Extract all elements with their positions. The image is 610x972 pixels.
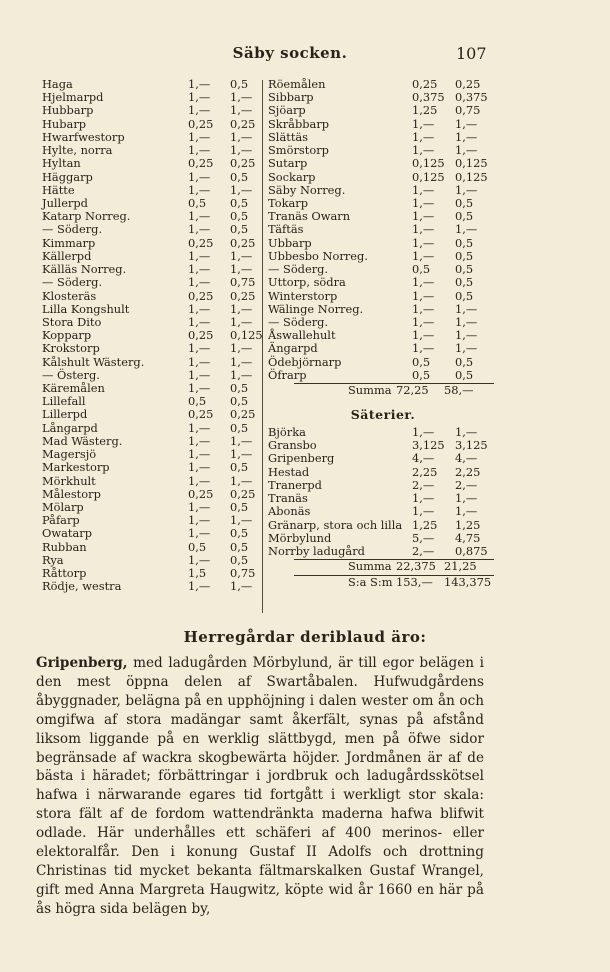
mantal-value: 1,— — [412, 491, 435, 506]
mantal-value: 0,5 — [412, 354, 431, 369]
mantal-value: 1,— — [188, 354, 211, 369]
table-row — [268, 369, 498, 382]
table-row — [268, 184, 498, 197]
skatt-value: 1,— — [230, 513, 253, 528]
place-name: — Österg. — [42, 367, 100, 382]
mantal-value: 1,— — [188, 222, 211, 237]
skatt-value: 0,5 — [230, 195, 249, 210]
place-name: Smörstorp — [268, 143, 329, 158]
mantal-value: 0,25 — [188, 235, 214, 250]
skatt-value: 0,25 — [230, 407, 256, 422]
table-row — [42, 184, 262, 197]
mantal-value: 1,25 — [412, 103, 438, 118]
skatt-value: 1,— — [230, 248, 253, 263]
place-name: Hätte — [42, 182, 75, 197]
mantal-value: 0,25 — [188, 407, 214, 422]
place-name: Tokarp — [268, 195, 308, 210]
skatt-value: 0,5 — [230, 526, 249, 541]
skatt-value: 1,— — [230, 433, 253, 448]
mantal-value: 0,25 — [188, 288, 214, 303]
total-row — [268, 576, 498, 590]
skatt-value: 0,5 — [455, 248, 474, 263]
table-row — [42, 356, 262, 369]
skatt-value: 1,— — [455, 129, 478, 144]
place-name: Stora Dito — [42, 314, 102, 329]
skatt-value: 0,5 — [455, 354, 474, 369]
skatt-value: 0,5 — [230, 169, 249, 184]
skatt-value: 0,75 — [230, 275, 256, 290]
skatt-value: 0,5 — [230, 500, 249, 514]
skatt-value: 1,— — [230, 447, 253, 462]
paragraph-text: med ladugården Mörbylund, är till egor belägen i den mest öppna delen af Swartåbalen. Hufwudgårdens åbyggnader, belägna på en upphöjning i dalen wester om ån och omgifwa af stora madängar samt åkerfält, synas på afstånd liksom liggande på en werklig slättbygd, men på öfwe sidor begränsade af wackra skogbewärta höjder. Jordmånen är af de bästa i häradet; förbättringar i jordbruk och ladugårdsskötsel hafwa i närwarande egares tid fortgått i werkligt stor skala: stora fält af de fordom wattendränkta maderna hafwa blifwit odlade. Här underhålles ett schäferi af 400 merinos- eller elektoralfår. Den i konung Gustaf II Adolfs och drottning Christinas tid mycket bekanta fältmarskalken Gustaf Wrangel, gift med Anna Margreta Haugwitz, köpte wid år 1660 en här på ås högra sida belägen by, — [36, 655, 484, 917]
table-row — [268, 237, 498, 250]
table-row — [42, 461, 262, 474]
mantal-value: 1,5 — [188, 566, 207, 581]
place-name: Långarpd — [42, 420, 98, 435]
mantal-value: 1,— — [188, 275, 211, 290]
place-name: Målestorp — [42, 486, 101, 501]
mantal-value: 1,25 — [412, 517, 438, 532]
table-row — [268, 118, 498, 131]
left-column-list — [42, 78, 262, 594]
mantal-value: 1,— — [188, 433, 211, 448]
table-row — [268, 356, 498, 369]
skatt-value: 0,5 — [230, 420, 249, 435]
place-name: Krokstorp — [42, 341, 100, 356]
skatt-value: 1,25 — [455, 517, 481, 532]
skatt-value: 1,— — [455, 143, 478, 158]
place-name: Winterstorp — [268, 288, 338, 303]
table-row — [42, 527, 262, 540]
mantal-value: 1,— — [412, 209, 435, 224]
skatt-value: 0,5 — [230, 222, 249, 237]
mantal-value: 0,5 — [188, 539, 207, 554]
mantal-value: 1,— — [188, 248, 211, 263]
table-row — [42, 118, 262, 131]
place-name: Källerpd — [42, 248, 92, 263]
place-name: Magersjö — [42, 447, 97, 462]
skatt-value: 1,— — [455, 301, 478, 316]
place-name: Hestad — [268, 464, 310, 479]
table-row — [42, 157, 262, 170]
mantal-value: 0,5 — [412, 367, 431, 382]
summa2-value-1: 22,375 — [396, 559, 436, 574]
skatt-value: 0,5 — [455, 275, 474, 290]
place-name: Uttorp, södra — [268, 275, 346, 290]
summa-value-2: 58,— — [444, 383, 474, 398]
place-name: Markestorp — [42, 460, 110, 475]
table-row — [268, 290, 498, 303]
place-name: Hylte, norra — [42, 143, 113, 158]
place-name: Mölarp — [42, 500, 84, 514]
mantal-value: 1,— — [188, 341, 211, 356]
skatt-value: 0,5 — [455, 262, 474, 277]
skatt-value: 0,5 — [230, 460, 249, 475]
summa-row — [268, 384, 498, 398]
mantal-value: 1,— — [188, 90, 211, 105]
place-name: Påfarp — [42, 513, 80, 528]
table-row — [268, 466, 498, 479]
skatt-value: 0,125 — [455, 169, 488, 184]
table-row — [42, 223, 262, 236]
running-title: Säby socken. — [232, 44, 348, 62]
sateri-heading: Säterier. — [350, 407, 416, 423]
table-row — [268, 545, 498, 558]
place-name: Häggarp — [42, 169, 93, 184]
mantal-value: 1,— — [188, 473, 211, 488]
skatt-value: 1,— — [455, 491, 478, 506]
place-name: Mad Wästerg. — [42, 433, 123, 448]
skatt-value: 0,125 — [455, 156, 488, 171]
mantal-value: 1,— — [188, 513, 211, 528]
place-name: Abonäs — [268, 504, 311, 519]
summa2-value-2: 21,25 — [444, 559, 477, 574]
skatt-value: 1,— — [230, 314, 253, 329]
skatt-value: 0,5 — [455, 195, 474, 210]
skatt-value: 1,— — [230, 143, 253, 158]
village-rows — [268, 78, 498, 382]
total-value-1: 153,— — [396, 575, 433, 590]
skatt-value: 4,75 — [455, 530, 481, 545]
table-row — [42, 290, 262, 303]
table-row — [268, 519, 498, 532]
skatt-value: 1,— — [230, 473, 253, 488]
place-name: Hjelmarpd — [42, 90, 104, 105]
mantal-value: 1,— — [412, 288, 435, 303]
skatt-value: 1,— — [230, 579, 253, 594]
mantal-value: 1,— — [188, 367, 211, 382]
table-row — [42, 276, 262, 289]
place-name: Wälinge Norreg. — [268, 301, 364, 316]
place-name: Ödebjörnarp — [268, 354, 342, 369]
skatt-value: 1,— — [230, 301, 253, 316]
place-name: Mörbylund — [268, 530, 332, 545]
skatt-value: 2,— — [455, 477, 478, 492]
place-name: Sutarp — [268, 156, 308, 171]
place-name: Lillerpd — [42, 407, 88, 422]
mantal-value: 0,25 — [188, 328, 214, 343]
place-name: Owatarp — [42, 526, 92, 541]
table-row — [42, 580, 262, 593]
place-name: Käremålen — [42, 381, 105, 396]
place-name: Sibbarp — [268, 90, 314, 105]
mantal-value: 1,— — [188, 301, 211, 316]
mantal-value: 1,— — [412, 248, 435, 263]
place-name: Hubarp — [42, 116, 87, 131]
place-name: Tranerpd — [268, 477, 322, 492]
mantal-value: 3,125 — [412, 438, 445, 453]
mantal-value: 0,5 — [188, 394, 207, 409]
place-name: Åswallehult — [268, 328, 336, 343]
place-name: Hubbarp — [42, 103, 94, 118]
skatt-value: 0,5 — [455, 209, 474, 224]
mantal-value: 1,— — [412, 341, 435, 356]
place-name: Gripenberg — [268, 451, 335, 466]
mantal-value: 2,— — [412, 477, 435, 492]
skatt-value: 1,— — [455, 116, 478, 131]
skatt-value: 1,— — [455, 425, 478, 440]
skatt-value: 0,5 — [230, 77, 249, 91]
skatt-value: 0,5 — [230, 394, 249, 409]
mantal-value: 1,— — [188, 447, 211, 462]
place-name: Lillefall — [42, 394, 86, 409]
paragraph-lead: Gripenberg, — [36, 655, 128, 671]
total-label: S:a S:m — [348, 575, 393, 590]
place-name: Ubbarp — [268, 235, 312, 250]
place-name: Gränarp, stora och lilla — [268, 517, 403, 532]
mantal-value: 5,— — [412, 530, 435, 545]
place-name: Skråbbarp — [268, 116, 330, 131]
skatt-value: 0,25 — [230, 486, 256, 501]
table-row — [42, 171, 262, 184]
skatt-value: 0,5 — [455, 288, 474, 303]
place-name: Björka — [268, 425, 306, 440]
section-heading: Herregårdar deriblaud äro: — [183, 628, 427, 646]
place-name: Röemålen — [268, 77, 326, 91]
place-name: — Söderg. — [42, 222, 103, 237]
table-row — [268, 104, 498, 117]
skatt-value: 1,— — [230, 262, 253, 277]
place-name: Råttorp — [42, 566, 87, 581]
table-row — [42, 541, 262, 554]
mantal-value: 1,— — [412, 116, 435, 131]
skatt-value: 1,— — [230, 90, 253, 105]
table-row — [268, 342, 498, 355]
place-name: Säby Norreg. — [268, 182, 346, 197]
skatt-value: 1,— — [455, 314, 478, 329]
place-name: Katarp Norreg. — [42, 209, 131, 224]
skatt-value: 1,— — [230, 103, 253, 118]
table-row — [42, 104, 262, 117]
skatt-value: 1,— — [455, 182, 478, 197]
place-name: Gransbo — [268, 438, 317, 453]
mantal-value: 1,— — [412, 314, 435, 329]
place-name: Hwarfwestorp — [42, 129, 125, 144]
table-row — [42, 408, 262, 421]
skatt-value: 1,— — [230, 367, 253, 382]
skatt-value: 0,375 — [455, 90, 488, 105]
table-row — [42, 342, 262, 355]
mantal-value: 1,— — [188, 182, 211, 197]
mantal-value: 2,— — [412, 544, 435, 558]
summa-value-1: 72,25 — [396, 383, 429, 398]
table-row — [268, 171, 498, 184]
mantal-value: 2,25 — [412, 464, 438, 479]
mantal-value: 1,— — [188, 143, 211, 158]
skatt-value: 0,5 — [230, 209, 249, 224]
summa2-label: Summa — [348, 559, 392, 574]
mantal-value: 1,— — [412, 195, 435, 210]
place-name: Ängarpd — [268, 341, 318, 356]
skatt-value: 0,25 — [230, 156, 256, 171]
skatt-value: 0,75 — [455, 103, 481, 118]
place-name: Sockarp — [268, 169, 316, 184]
mantal-value: 1,— — [412, 182, 435, 197]
mantal-value: 0,125 — [412, 169, 445, 184]
body-paragraph — [36, 654, 484, 919]
skatt-value: 0,25 — [455, 77, 481, 91]
mantal-value: 1,— — [188, 579, 211, 594]
place-name: Tranäs Owarn — [268, 209, 351, 224]
skatt-value: 0,5 — [230, 381, 249, 396]
page-number: 107 — [456, 44, 487, 63]
mantal-value: 0,5 — [412, 262, 431, 277]
skatt-value: 2,25 — [455, 464, 481, 479]
mantal-value: 1,— — [188, 526, 211, 541]
table-row — [268, 505, 498, 518]
place-name: Slättäs — [268, 129, 309, 144]
table-row — [42, 475, 262, 488]
mantal-value: 1,— — [188, 552, 211, 567]
place-name: Mörkhult — [42, 473, 96, 488]
table-row — [42, 237, 262, 250]
mantal-value: 0,25 — [188, 156, 214, 171]
place-name: Kimmarp — [42, 235, 96, 250]
place-name: Lilla Kongshult — [42, 301, 130, 316]
mantal-value: 1,— — [188, 460, 211, 475]
place-name: Jullerpd — [42, 195, 88, 210]
skatt-value: 0,5 — [230, 539, 249, 554]
mantal-value: 1,— — [412, 222, 435, 237]
place-name: Öfrarp — [268, 367, 307, 382]
skatt-value: 0,5 — [455, 235, 474, 250]
mantal-value: 0,25 — [412, 77, 438, 91]
skatt-value: 1,— — [230, 354, 253, 369]
place-name: Klosteräs — [42, 288, 97, 303]
skatt-value: 3,125 — [455, 438, 488, 453]
place-name: Källäs Norreg. — [42, 262, 127, 277]
summa2-row — [268, 560, 498, 574]
table-row — [42, 303, 262, 316]
page-header — [0, 44, 610, 68]
place-name: Täftäs — [268, 222, 304, 237]
mantal-value: 1,— — [412, 301, 435, 316]
mantal-value: 1,— — [412, 504, 435, 519]
mantal-value: 1,— — [188, 77, 211, 91]
place-name: Rubban — [42, 539, 87, 554]
place-name: Haga — [42, 77, 73, 91]
place-name: — Söderg. — [42, 275, 103, 290]
table-row — [268, 276, 498, 289]
mantal-value: 1,— — [188, 103, 211, 118]
mantal-value: 1,— — [412, 275, 435, 290]
table-row — [42, 422, 262, 435]
skatt-value: 0,25 — [230, 116, 256, 131]
mantal-value: 1,— — [412, 328, 435, 343]
skatt-value: 0,5 — [230, 552, 249, 567]
mantal-value: 0,25 — [188, 486, 214, 501]
mantal-value: 1,— — [412, 129, 435, 144]
mantal-value: 1,— — [188, 169, 211, 184]
skatt-value: 0,875 — [455, 544, 488, 558]
mantal-value: 1,— — [188, 129, 211, 144]
skatt-value: 1,— — [455, 328, 478, 343]
place-name: — Söderg. — [268, 262, 329, 277]
place-name: Tranäs — [268, 491, 308, 506]
skatt-value: 0,75 — [230, 566, 256, 581]
mantal-value: 1,— — [412, 425, 435, 440]
summa-label: Summa — [348, 383, 392, 398]
skatt-value: 1,— — [455, 341, 478, 356]
skatt-value: 0,25 — [230, 288, 256, 303]
place-name: Rödje, westra — [42, 579, 122, 594]
skatt-value: 1,— — [230, 341, 253, 356]
mantal-value: 4,— — [412, 451, 435, 466]
place-name: Sjöarp — [268, 103, 306, 118]
table-row — [268, 157, 498, 170]
place-name: Kopparp — [42, 328, 92, 343]
skatt-value: 1,— — [230, 129, 253, 144]
mantal-value: 1,— — [412, 235, 435, 250]
total-value-2: 143,375 — [444, 575, 492, 590]
place-name: Ubbesbo Norreg. — [268, 248, 368, 263]
place-name: — Söderg. — [268, 314, 329, 329]
mantal-value: 0,5 — [188, 195, 207, 210]
skatt-value: 0,5 — [455, 367, 474, 382]
table-row — [268, 223, 498, 236]
mantal-value: 1,— — [188, 381, 211, 396]
table-row — [268, 303, 498, 316]
mantal-value: 0,375 — [412, 90, 445, 105]
skatt-value: 1,— — [455, 504, 478, 519]
place-name: Hyltan — [42, 156, 81, 171]
skatt-value: 4,— — [455, 451, 478, 466]
mantal-value: 0,25 — [188, 116, 214, 131]
mantal-value: 0,125 — [412, 156, 445, 171]
place-name: Rya — [42, 552, 64, 567]
right-column-list — [268, 78, 498, 590]
mantal-value: 1,— — [188, 420, 211, 435]
mantal-value: 1,— — [188, 262, 211, 277]
sateri-rows — [268, 426, 498, 558]
table-row — [268, 452, 498, 465]
skatt-value: 0,25 — [230, 235, 256, 250]
mantal-value: 1,— — [412, 143, 435, 158]
place-name: Kålshult Wästerg. — [42, 354, 145, 369]
skatt-value: 1,— — [455, 222, 478, 237]
mantal-value: 1,— — [188, 209, 211, 224]
mantal-value: 1,— — [188, 500, 211, 514]
mantal-value: 1,— — [188, 314, 211, 329]
skatt-value: 0,125 — [230, 328, 263, 343]
skatt-value: 1,— — [230, 182, 253, 197]
place-name: Norrby ladugård — [268, 544, 365, 558]
